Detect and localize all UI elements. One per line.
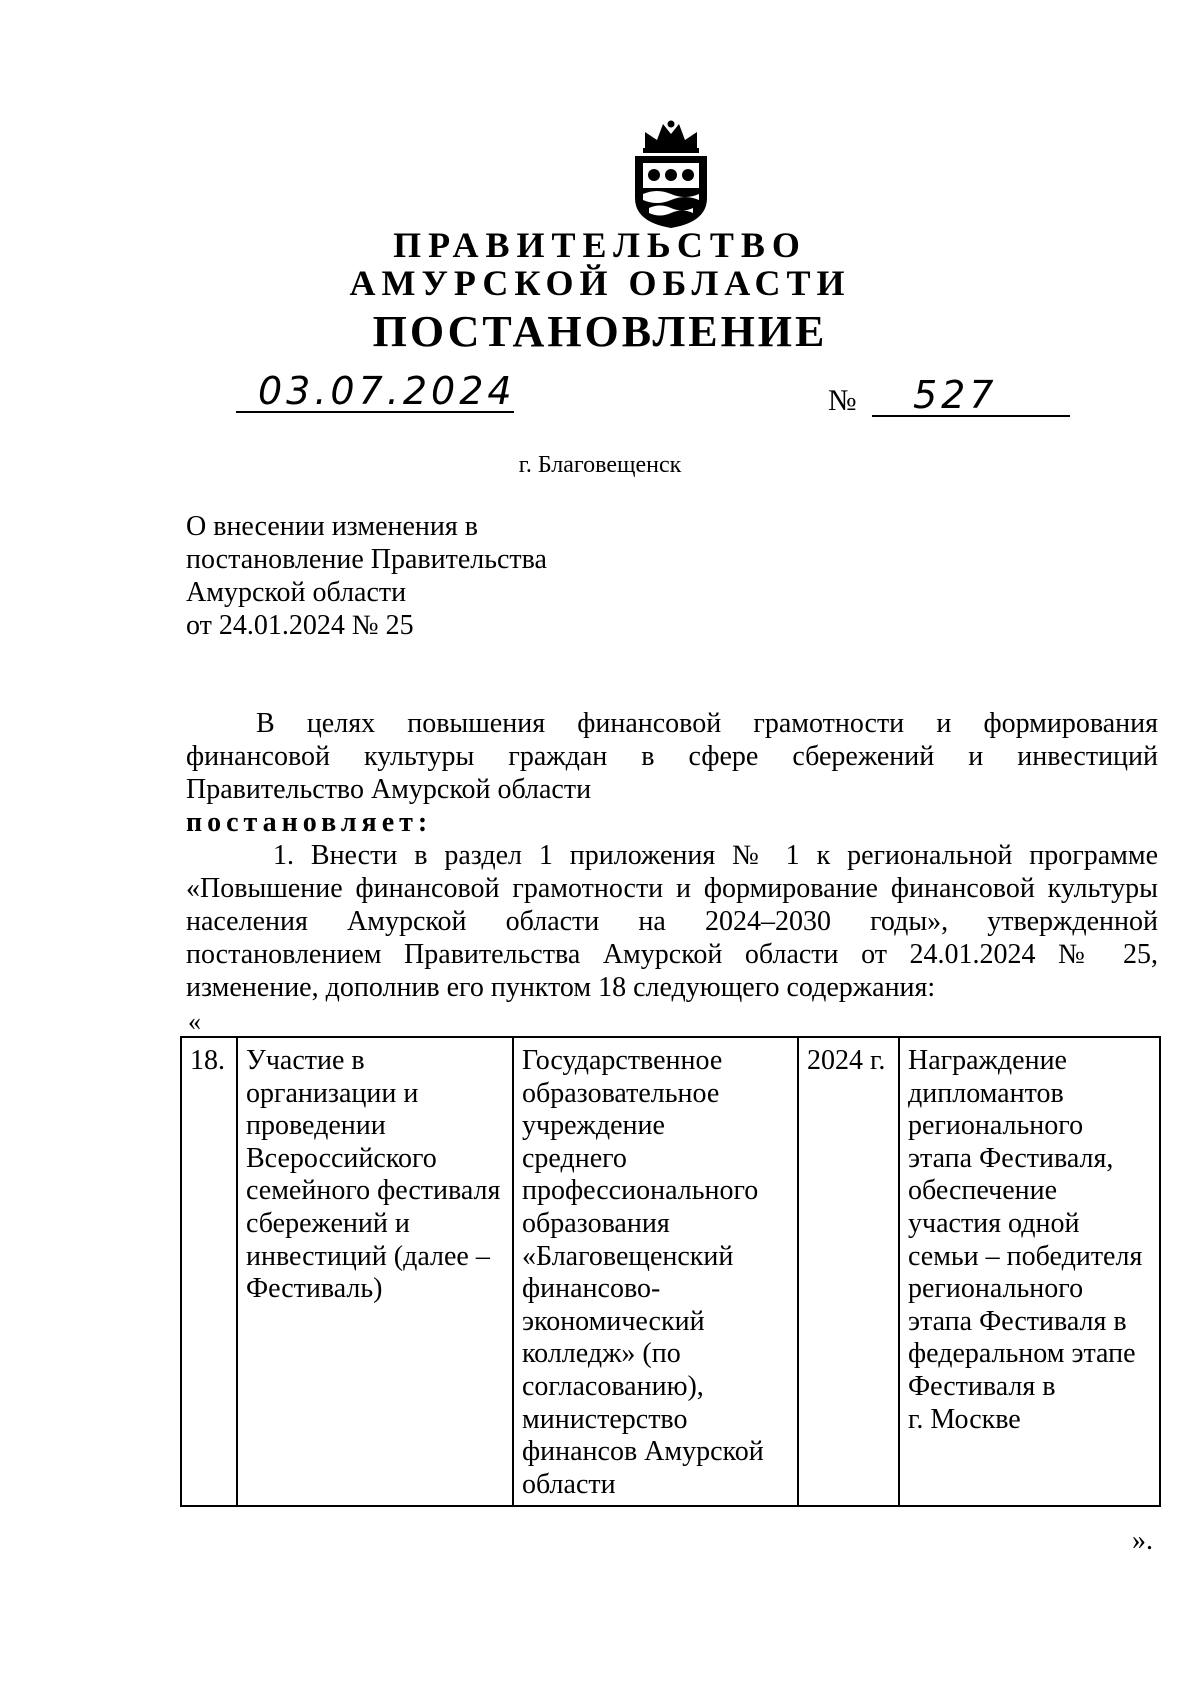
coat-of-arms-icon [623,118,719,230]
cell-result: Награждение дипломантов регионального этапа Фестиваля, обеспечение участия одной семьи – победителя регионального этапа Фестиваля в федеральном этапе Фестиваля в г. Москве [899,1037,1160,1506]
government-title-line2: АМУРСКОЙ ОБЛАСТИ [349,263,851,303]
preamble-line: Правительство Амурской области [186,774,592,805]
amendment-table [180,1036,1161,1507]
cell-year: 2024 г. [798,1037,899,1506]
item-1-line: населения Амурской области на 2024–2030 годы», утвержденной [186,906,1158,937]
subject-line: постановление Правительства [186,544,547,575]
number-sign: № [828,384,857,417]
cell-event: Участие в организации и проведении Всероссийского семейного фестиваля сбережений и инвестиций (далее – Фестиваль) [237,1037,513,1506]
cell-number: 18. [181,1037,237,1506]
document-number: 527 [913,373,998,417]
city-label: г. Благовещенск [518,452,682,478]
cell-executor: Государственное образовательное учреждение среднего профессионального образования «Благовещенский финансово- экономический колледж» (по согласованию), министерство финансов Амурской области [513,1037,798,1506]
subject-line: Амурской области [186,577,407,608]
document-type-title: ПОСТАНОВЛЕНИЕ [372,307,828,356]
item-1-line: изменение, дополнив его пунктом 18 следующего содержания: [186,972,936,1003]
item-1-line: «Повышение финансовой грамотности и формирование финансовой культуры [186,873,1158,904]
preamble [186,707,1158,839]
closing-quote: ». [1132,1525,1153,1556]
preamble-line: финансовой культуры граждан в сфере сбережений и инвестиций [186,741,1158,772]
opening-quote: « [188,1007,201,1036]
subject-line: от 24.01.2024 № 25 [186,610,414,641]
subject-block [186,510,547,642]
item-1 [186,839,1158,1004]
subject-line: О внесении изменения в [186,511,478,542]
preamble-line: В целях повышения финансовой грамотности и формирования [256,708,1158,739]
item-1-line: 1. Внести в раздел 1 приложения № 1 к региональной программе [273,840,1158,871]
government-title-line1: ПРАВИТЕЛЬСТВО [393,225,807,265]
document-date: 03.07.2024 [258,369,516,413]
item-1-line: постановлением Правительства Амурской области от 24.01.2024 № 25, [186,939,1158,970]
decree-word: постановляет: [186,807,433,838]
table-row [181,1037,1160,1506]
